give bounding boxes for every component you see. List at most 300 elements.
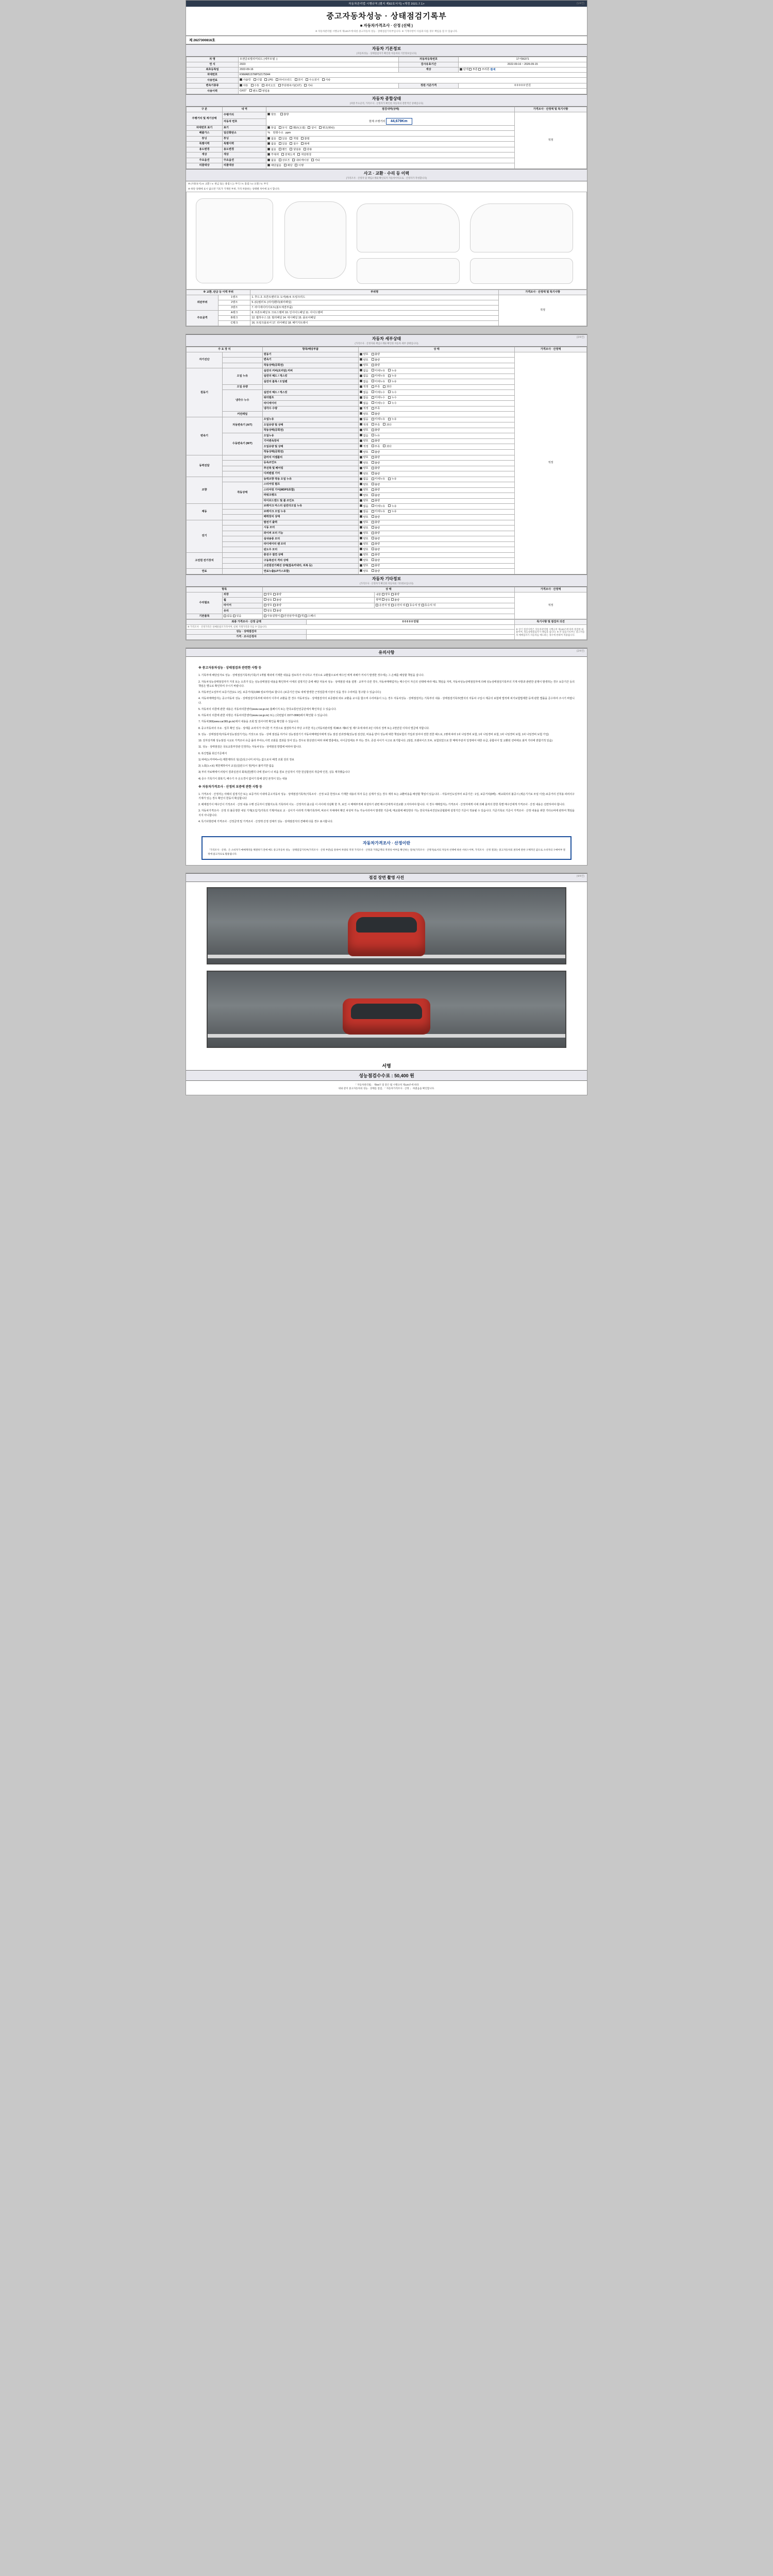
checkbox-icon[interactable] (383, 445, 385, 447)
detail-option[interactable] (360, 456, 368, 459)
detail-option[interactable] (372, 429, 380, 432)
trans-option-4[interactable]: 기타 (304, 84, 313, 88)
checkbox-icon[interactable] (360, 488, 362, 491)
checkbox-icon[interactable] (360, 515, 362, 518)
detail-option[interactable] (388, 505, 397, 508)
checkbox-icon[interactable] (360, 429, 362, 431)
detail-option[interactable] (372, 483, 380, 486)
option-none[interactable]: 없음 (267, 159, 276, 163)
checkbox-icon[interactable] (372, 564, 374, 567)
detail-price-note: 적정 (515, 352, 587, 574)
spanner-item[interactable]: 스패너 (305, 615, 316, 618)
detail-option[interactable] (383, 445, 392, 448)
paint-none[interactable]: 무채색 (267, 153, 279, 157)
detail-option[interactable] (372, 364, 380, 367)
item-label: 타이어 (222, 603, 262, 608)
col-head-price: 가격조사 · 산정액 및 특기사항 (515, 107, 587, 112)
trans-option-3[interactable]: 무단변속기(CVT) (278, 84, 301, 88)
checkbox-icon[interactable] (360, 353, 362, 355)
checkbox-icon[interactable] (372, 391, 374, 393)
detail-option[interactable] (388, 396, 397, 399)
usage-gov[interactable]: 관용 (304, 148, 312, 152)
recall-done[interactable]: 이행 (295, 164, 304, 168)
notice-item: 6. 자동차의 리콜에 관한 사항은 자동차리콜센터(www.car.go.kr) 또는 (국번없이 1577-0990)에서 확인할 수 있습니다. (198, 714, 328, 718)
usage-none[interactable]: 없음 (267, 148, 276, 152)
item-label-2: 내장 (376, 593, 381, 597)
special-flood[interactable]: 침수 (290, 142, 298, 146)
checkbox-icon[interactable] (360, 396, 362, 399)
detail-option[interactable] (360, 359, 368, 362)
checkbox-icon[interactable] (360, 494, 362, 496)
rank-label: A랭크 (219, 310, 250, 315)
fuel-options (239, 78, 587, 83)
vin-option-1[interactable]: 부식 (279, 126, 288, 130)
detail-option[interactable] (372, 548, 380, 551)
detail-option[interactable] (372, 543, 380, 546)
checkbox-icon[interactable] (372, 543, 374, 545)
detail-option[interactable] (372, 499, 380, 502)
detail-option[interactable] (360, 570, 368, 573)
detail-option[interactable] (360, 439, 368, 443)
checkbox-icon[interactable] (372, 515, 374, 518)
car-diagram-top-left[interactable] (196, 198, 273, 283)
checkbox-icon[interactable] (388, 380, 391, 382)
detail-option[interactable] (360, 434, 368, 437)
rank-parts: 12. 휠하우스 13. 필러패널 14. 대시패널 15. 플로어패널 (250, 315, 499, 320)
checkbox-icon[interactable] (360, 401, 362, 404)
detail-option[interactable] (372, 375, 385, 378)
checkbox-icon[interactable] (388, 396, 391, 399)
fuel-option-4[interactable]: 전기 (295, 78, 304, 82)
checkbox-icon[interactable] (372, 418, 374, 420)
detail-option[interactable] (360, 391, 368, 394)
checkbox-icon[interactable] (360, 385, 362, 388)
detail-option[interactable] (372, 385, 380, 388)
checkbox-icon[interactable] (360, 483, 362, 485)
detail-option[interactable] (383, 385, 392, 388)
wheel-good[interactable]: 양호 (264, 599, 273, 602)
vin-value: KNMAB1STMPS2175044 (239, 73, 587, 78)
checkbox-icon[interactable] (388, 478, 391, 480)
detail-item-label: 연료누출(LP가스포함) (262, 569, 358, 574)
checkbox-icon[interactable] (360, 526, 362, 529)
detail-option[interactable] (383, 423, 392, 427)
detail-option[interactable] (360, 532, 368, 535)
checkbox-icon[interactable] (383, 423, 385, 426)
detail-option[interactable] (372, 391, 385, 394)
checkbox-icon[interactable] (360, 548, 362, 550)
checkbox-icon[interactable] (360, 439, 362, 442)
vin-option-4[interactable]: 변조(변타) (319, 126, 334, 130)
final-price-label: 최종 가격조사 · 산정 금액 (187, 620, 307, 625)
option-sunroof[interactable]: 선루프 (279, 159, 290, 163)
detail-option[interactable] (372, 462, 380, 465)
checkbox-icon[interactable] (372, 494, 374, 496)
detail-option[interactable] (360, 429, 368, 432)
basic-yes[interactable]: 있음 (233, 615, 242, 618)
detail-option[interactable] (360, 548, 368, 551)
checkbox-icon[interactable] (372, 483, 374, 485)
detail-option[interactable] (372, 516, 380, 519)
car-diagram-front[interactable] (284, 201, 346, 279)
interior-good[interactable]: 양호 (382, 593, 391, 596)
checkbox-icon[interactable] (372, 569, 374, 572)
tire-bad[interactable]: 불량 (273, 604, 282, 607)
checkbox-icon[interactable] (383, 385, 385, 388)
detail-option[interactable] (360, 451, 368, 454)
polish-bad[interactable]: 불량 (391, 599, 400, 602)
detail-option[interactable] (360, 402, 368, 405)
fuel-option-5[interactable]: 수소전기 (306, 78, 320, 82)
detail-option[interactable] (372, 445, 380, 448)
section-other-title: 자동차 기타정보 (372, 576, 401, 581)
paint-full[interactable]: 전체도색 (281, 153, 295, 157)
detail-option[interactable] (372, 553, 380, 556)
wheel-bad[interactable]: 불량 (273, 599, 282, 602)
checkbox-icon[interactable] (360, 423, 362, 426)
checkbox-icon[interactable] (360, 434, 362, 436)
detail-option[interactable] (360, 499, 368, 502)
checkbox-icon[interactable] (372, 450, 374, 453)
checkbox-icon[interactable] (360, 543, 362, 545)
checkbox-icon[interactable] (372, 401, 374, 404)
checkbox-icon[interactable] (372, 558, 374, 561)
mileage-option-1[interactable]: 불량 (280, 113, 289, 117)
checkbox-icon[interactable] (360, 358, 362, 361)
checkbox-icon[interactable] (360, 504, 362, 507)
checkbox-icon[interactable] (360, 380, 362, 382)
checkbox-icon[interactable] (372, 423, 374, 426)
detail-option[interactable] (372, 359, 380, 362)
checkbox-icon[interactable] (372, 504, 374, 507)
checkbox-icon[interactable] (388, 391, 391, 393)
option-nav[interactable]: 내비게이션 (292, 159, 309, 163)
detail-option[interactable] (388, 391, 397, 394)
detail-option-label: 불량 (375, 353, 380, 357)
checkbox-icon[interactable] (360, 467, 362, 469)
detail-option[interactable] (372, 439, 380, 443)
checkbox-icon[interactable] (360, 407, 362, 410)
fuel-option-2[interactable]: LPG (264, 78, 273, 82)
usage-business[interactable]: 영업용 (290, 148, 301, 152)
detail-option[interactable] (360, 423, 368, 427)
option-etc[interactable]: 기타 (311, 159, 320, 163)
trans-option-1[interactable]: 수동 (251, 84, 260, 88)
paint-change[interactable]: 색상변경 (297, 153, 311, 157)
glass-bad[interactable]: 불량 (273, 609, 282, 613)
detail-option[interactable] (388, 478, 397, 481)
appraiser-value (307, 635, 515, 640)
fuel-option-1[interactable]: 디젤 (254, 78, 262, 82)
recall-none[interactable]: 해당없음 (267, 164, 281, 168)
checkbox-icon[interactable] (360, 450, 362, 453)
checkbox-icon[interactable] (360, 364, 362, 366)
checkbox-icon[interactable] (372, 396, 374, 399)
detail-option[interactable] (372, 537, 380, 540)
checkbox-icon[interactable] (360, 521, 362, 523)
color-option-1[interactable]: 투톤 (469, 68, 478, 71)
detail-option[interactable] (372, 402, 385, 405)
checkbox-icon[interactable] (388, 401, 391, 404)
notice-sub-item: 4) 중수 기록기이 회복기, 배수기 주 온오경이 없어기 통해 같인 본적이 있는 내용 (198, 777, 288, 781)
checkbox-icon[interactable] (372, 445, 374, 447)
table-row (187, 352, 587, 358)
checkbox-icon[interactable] (372, 380, 374, 382)
detail-option[interactable] (360, 527, 368, 530)
page-subtitle: ■ 자동차가격조사 · 산정 (선택 ) (360, 23, 413, 28)
checkbox-icon[interactable] (360, 445, 362, 447)
recall-yes[interactable]: 해당 (284, 164, 293, 168)
use-option-1[interactable]: 영업용 (259, 90, 270, 93)
detail-option[interactable] (388, 369, 397, 372)
detail-option[interactable] (360, 396, 368, 399)
detail-option[interactable] (360, 505, 368, 508)
detail-option[interactable] (388, 418, 397, 421)
detail-option-label: 누수 (391, 396, 397, 400)
detail-option[interactable] (360, 564, 368, 567)
checkbox-icon[interactable] (360, 558, 362, 561)
section-detail-header (186, 334, 587, 347)
car-diagram-side-right[interactable] (470, 204, 573, 252)
checkbox-icon[interactable] (372, 407, 374, 410)
checkbox-icon[interactable] (372, 478, 374, 480)
detail-option[interactable] (388, 402, 397, 405)
detail-option[interactable] (372, 467, 380, 470)
detail-option[interactable] (372, 369, 385, 372)
table-row (187, 89, 587, 94)
detail-option[interactable] (372, 396, 385, 399)
special-yes[interactable]: 있음 (279, 142, 288, 146)
basic-none[interactable]: 없음 (224, 615, 232, 618)
tire-good[interactable]: 양호 (264, 604, 273, 607)
detail-option[interactable] (372, 451, 380, 454)
checkbox-icon[interactable] (360, 537, 362, 539)
detail-option[interactable] (360, 553, 368, 556)
checkbox-icon[interactable] (372, 499, 374, 502)
detail-option[interactable] (372, 353, 380, 356)
detail-option[interactable] (372, 527, 380, 530)
detail-option[interactable] (360, 488, 368, 492)
detail-option[interactable] (360, 516, 368, 519)
checkbox-icon[interactable] (360, 510, 362, 513)
checkbox-icon[interactable] (372, 434, 374, 436)
checkbox-icon[interactable] (360, 375, 362, 377)
checkbox-icon[interactable] (388, 504, 391, 507)
detail-option[interactable] (372, 434, 380, 437)
checkbox-icon[interactable] (360, 369, 362, 371)
checkbox-icon[interactable] (372, 364, 374, 366)
section-overall-title: 자동차 종합상태 (372, 96, 401, 101)
exterior-good[interactable]: 양호 (264, 593, 273, 596)
detail-option[interactable] (360, 380, 368, 383)
checkbox-icon[interactable] (360, 412, 362, 415)
checkbox-icon[interactable] (372, 532, 374, 534)
checkbox-icon[interactable] (372, 467, 374, 469)
special-fire[interactable]: 화재 (301, 142, 310, 146)
checkbox-icon[interactable] (388, 510, 391, 513)
polish-good[interactable]: 양호 (382, 599, 391, 602)
checkbox-icon[interactable] (360, 461, 362, 464)
col-head-part: 항목/해당부품 (262, 347, 358, 352)
triangle-item[interactable]: 안전삼각대 (281, 615, 297, 618)
detail-subgroup-label (222, 461, 262, 466)
checkbox-icon[interactable] (372, 439, 374, 442)
color-option-0[interactable]: 단색 (460, 68, 468, 71)
detail-option[interactable] (372, 521, 380, 524)
damage-diagram[interactable] (186, 192, 587, 290)
detail-subgroup-label (222, 363, 262, 368)
option-list (266, 158, 515, 163)
use-option-0[interactable]: 렌트 (249, 90, 258, 93)
usage-rent[interactable]: 렌트 (279, 148, 288, 152)
checkbox-icon[interactable] (388, 375, 391, 377)
detail-state-options (359, 526, 515, 531)
checkbox-icon[interactable] (372, 375, 374, 377)
detail-item-label: 실내송풍 모터 (262, 536, 358, 542)
detail-option[interactable] (360, 353, 368, 356)
detail-option[interactable] (372, 532, 380, 535)
checkbox-icon[interactable] (360, 472, 362, 474)
checkbox-icon[interactable] (360, 391, 362, 393)
jack-item[interactable]: 잭 (298, 615, 304, 618)
detail-option[interactable] (372, 472, 380, 476)
checkbox-icon[interactable] (372, 429, 374, 431)
checkbox-icon[interactable] (372, 537, 374, 539)
detail-option[interactable] (360, 375, 368, 378)
tuning-option-legal[interactable]: 적법 (290, 137, 298, 141)
checkbox-icon[interactable] (360, 564, 362, 567)
detail-option[interactable] (360, 478, 368, 481)
detail-option[interactable] (360, 559, 368, 562)
checkbox-icon[interactable] (372, 488, 374, 491)
checkbox-icon[interactable] (360, 499, 362, 502)
interior-bad[interactable]: 불량 (391, 593, 400, 596)
checkbox-icon[interactable] (372, 553, 374, 556)
tuning-option-yes[interactable]: 있음 (279, 137, 288, 141)
detail-option[interactable] (372, 418, 385, 421)
checkbox-icon[interactable] (372, 412, 374, 415)
detail-option[interactable] (388, 375, 397, 378)
trans-option-2[interactable]: 세미오토 (262, 84, 276, 88)
detail-subgroup-label (222, 563, 262, 569)
detail-option[interactable] (360, 521, 368, 524)
vin-option-3[interactable]: 상이 (308, 126, 316, 130)
detail-state-options (359, 412, 515, 417)
detail-option[interactable] (372, 570, 380, 573)
fuel-option-6[interactable]: 기타 (322, 78, 331, 82)
checkbox-icon[interactable] (372, 510, 374, 513)
checkbox-icon[interactable] (372, 385, 374, 388)
detail-option[interactable] (372, 407, 380, 410)
detail-option[interactable] (360, 537, 368, 540)
detail-option[interactable] (388, 380, 397, 383)
row-value: 2022-09-16 (239, 67, 399, 73)
detail-option[interactable] (360, 483, 368, 486)
trans-option-0[interactable]: 자동 (240, 84, 248, 88)
glass-good[interactable]: 양호 (264, 609, 273, 613)
car-diagram-bottom[interactable] (470, 258, 573, 284)
checkbox-icon[interactable] (372, 358, 374, 361)
detail-option[interactable] (372, 488, 380, 492)
detail-option[interactable] (372, 494, 380, 497)
other-col-head-state: 상 태 (262, 587, 515, 592)
checkbox-icon[interactable] (388, 418, 391, 420)
detail-option[interactable] (360, 369, 368, 372)
detail-option[interactable] (372, 505, 385, 508)
tire-fr[interactable]: 동승석 앞 (406, 604, 421, 607)
detail-option-label: 양호 (363, 548, 368, 551)
special-none[interactable]: 없음 (267, 142, 276, 146)
detail-option[interactable] (372, 564, 380, 567)
tuning-option-none[interactable]: 없음 (267, 137, 276, 141)
vin-option-0[interactable]: 동일 (267, 126, 276, 130)
detail-option[interactable] (360, 385, 368, 388)
checkbox-icon[interactable] (360, 418, 362, 420)
detail-option[interactable] (360, 407, 368, 410)
detail-option[interactable] (372, 510, 385, 513)
vin-option-2[interactable]: 훼손(오염) (290, 126, 305, 130)
tuning-option-illegal[interactable]: 불법 (301, 137, 310, 141)
detail-option[interactable] (360, 510, 368, 513)
detail-option[interactable] (360, 472, 368, 476)
detail-option[interactable] (372, 380, 385, 383)
detail-option[interactable] (360, 494, 368, 497)
section-accident-title: 사고 · 교환 · 수리 등 이력 (363, 171, 410, 176)
color-option-2[interactable]: 쓰리톤 (478, 68, 490, 71)
checkbox-icon[interactable] (372, 526, 374, 529)
detail-option[interactable] (360, 364, 368, 367)
checkbox-icon[interactable] (360, 456, 362, 459)
exterior-bad[interactable]: 불량 (273, 593, 282, 596)
detail-option[interactable] (372, 478, 385, 481)
checkbox-icon[interactable] (372, 456, 374, 459)
checkbox-icon[interactable] (372, 369, 374, 371)
fuel-option-3[interactable]: 하이브리드 (276, 78, 292, 82)
checkbox-icon[interactable] (372, 548, 374, 550)
checkbox-icon[interactable] (388, 369, 391, 371)
item-label-2: 광택 (376, 598, 381, 602)
checkbox-icon[interactable] (372, 472, 374, 474)
mileage-option-0[interactable]: 양호 (267, 113, 276, 117)
tire-fl[interactable]: 운전석 앞 (376, 604, 390, 607)
car-diagram-side-left[interactable] (357, 204, 460, 252)
checkbox-icon[interactable] (360, 478, 362, 480)
detail-state-options (359, 444, 515, 450)
tire-rr[interactable]: 동승석 뒤 (422, 604, 436, 607)
detail-option[interactable] (360, 418, 368, 421)
detail-option[interactable] (372, 413, 380, 416)
checkbox-icon[interactable] (360, 532, 362, 534)
manual-item[interactable]: 사용설명서 (264, 615, 280, 618)
checkbox-icon[interactable] (372, 461, 374, 464)
checkbox-icon[interactable] (372, 521, 374, 523)
detail-option[interactable] (360, 543, 368, 546)
detail-option[interactable] (372, 456, 380, 459)
detail-option[interactable] (360, 467, 368, 470)
fuel-option-0[interactable]: 가솔린 (240, 78, 251, 82)
detail-option[interactable] (360, 445, 368, 448)
detail-option[interactable] (360, 462, 368, 465)
checkbox-icon[interactable] (360, 569, 362, 572)
checkbox-icon[interactable] (372, 353, 374, 355)
detail-option[interactable] (360, 413, 368, 416)
car-diagram-rear[interactable] (357, 258, 460, 284)
detail-option[interactable] (372, 423, 380, 427)
tire-rl[interactable]: 운전석 뒤 (391, 604, 406, 607)
checkbox-icon[interactable] (360, 553, 362, 556)
detail-option[interactable] (372, 559, 380, 562)
detail-option[interactable] (388, 510, 397, 513)
